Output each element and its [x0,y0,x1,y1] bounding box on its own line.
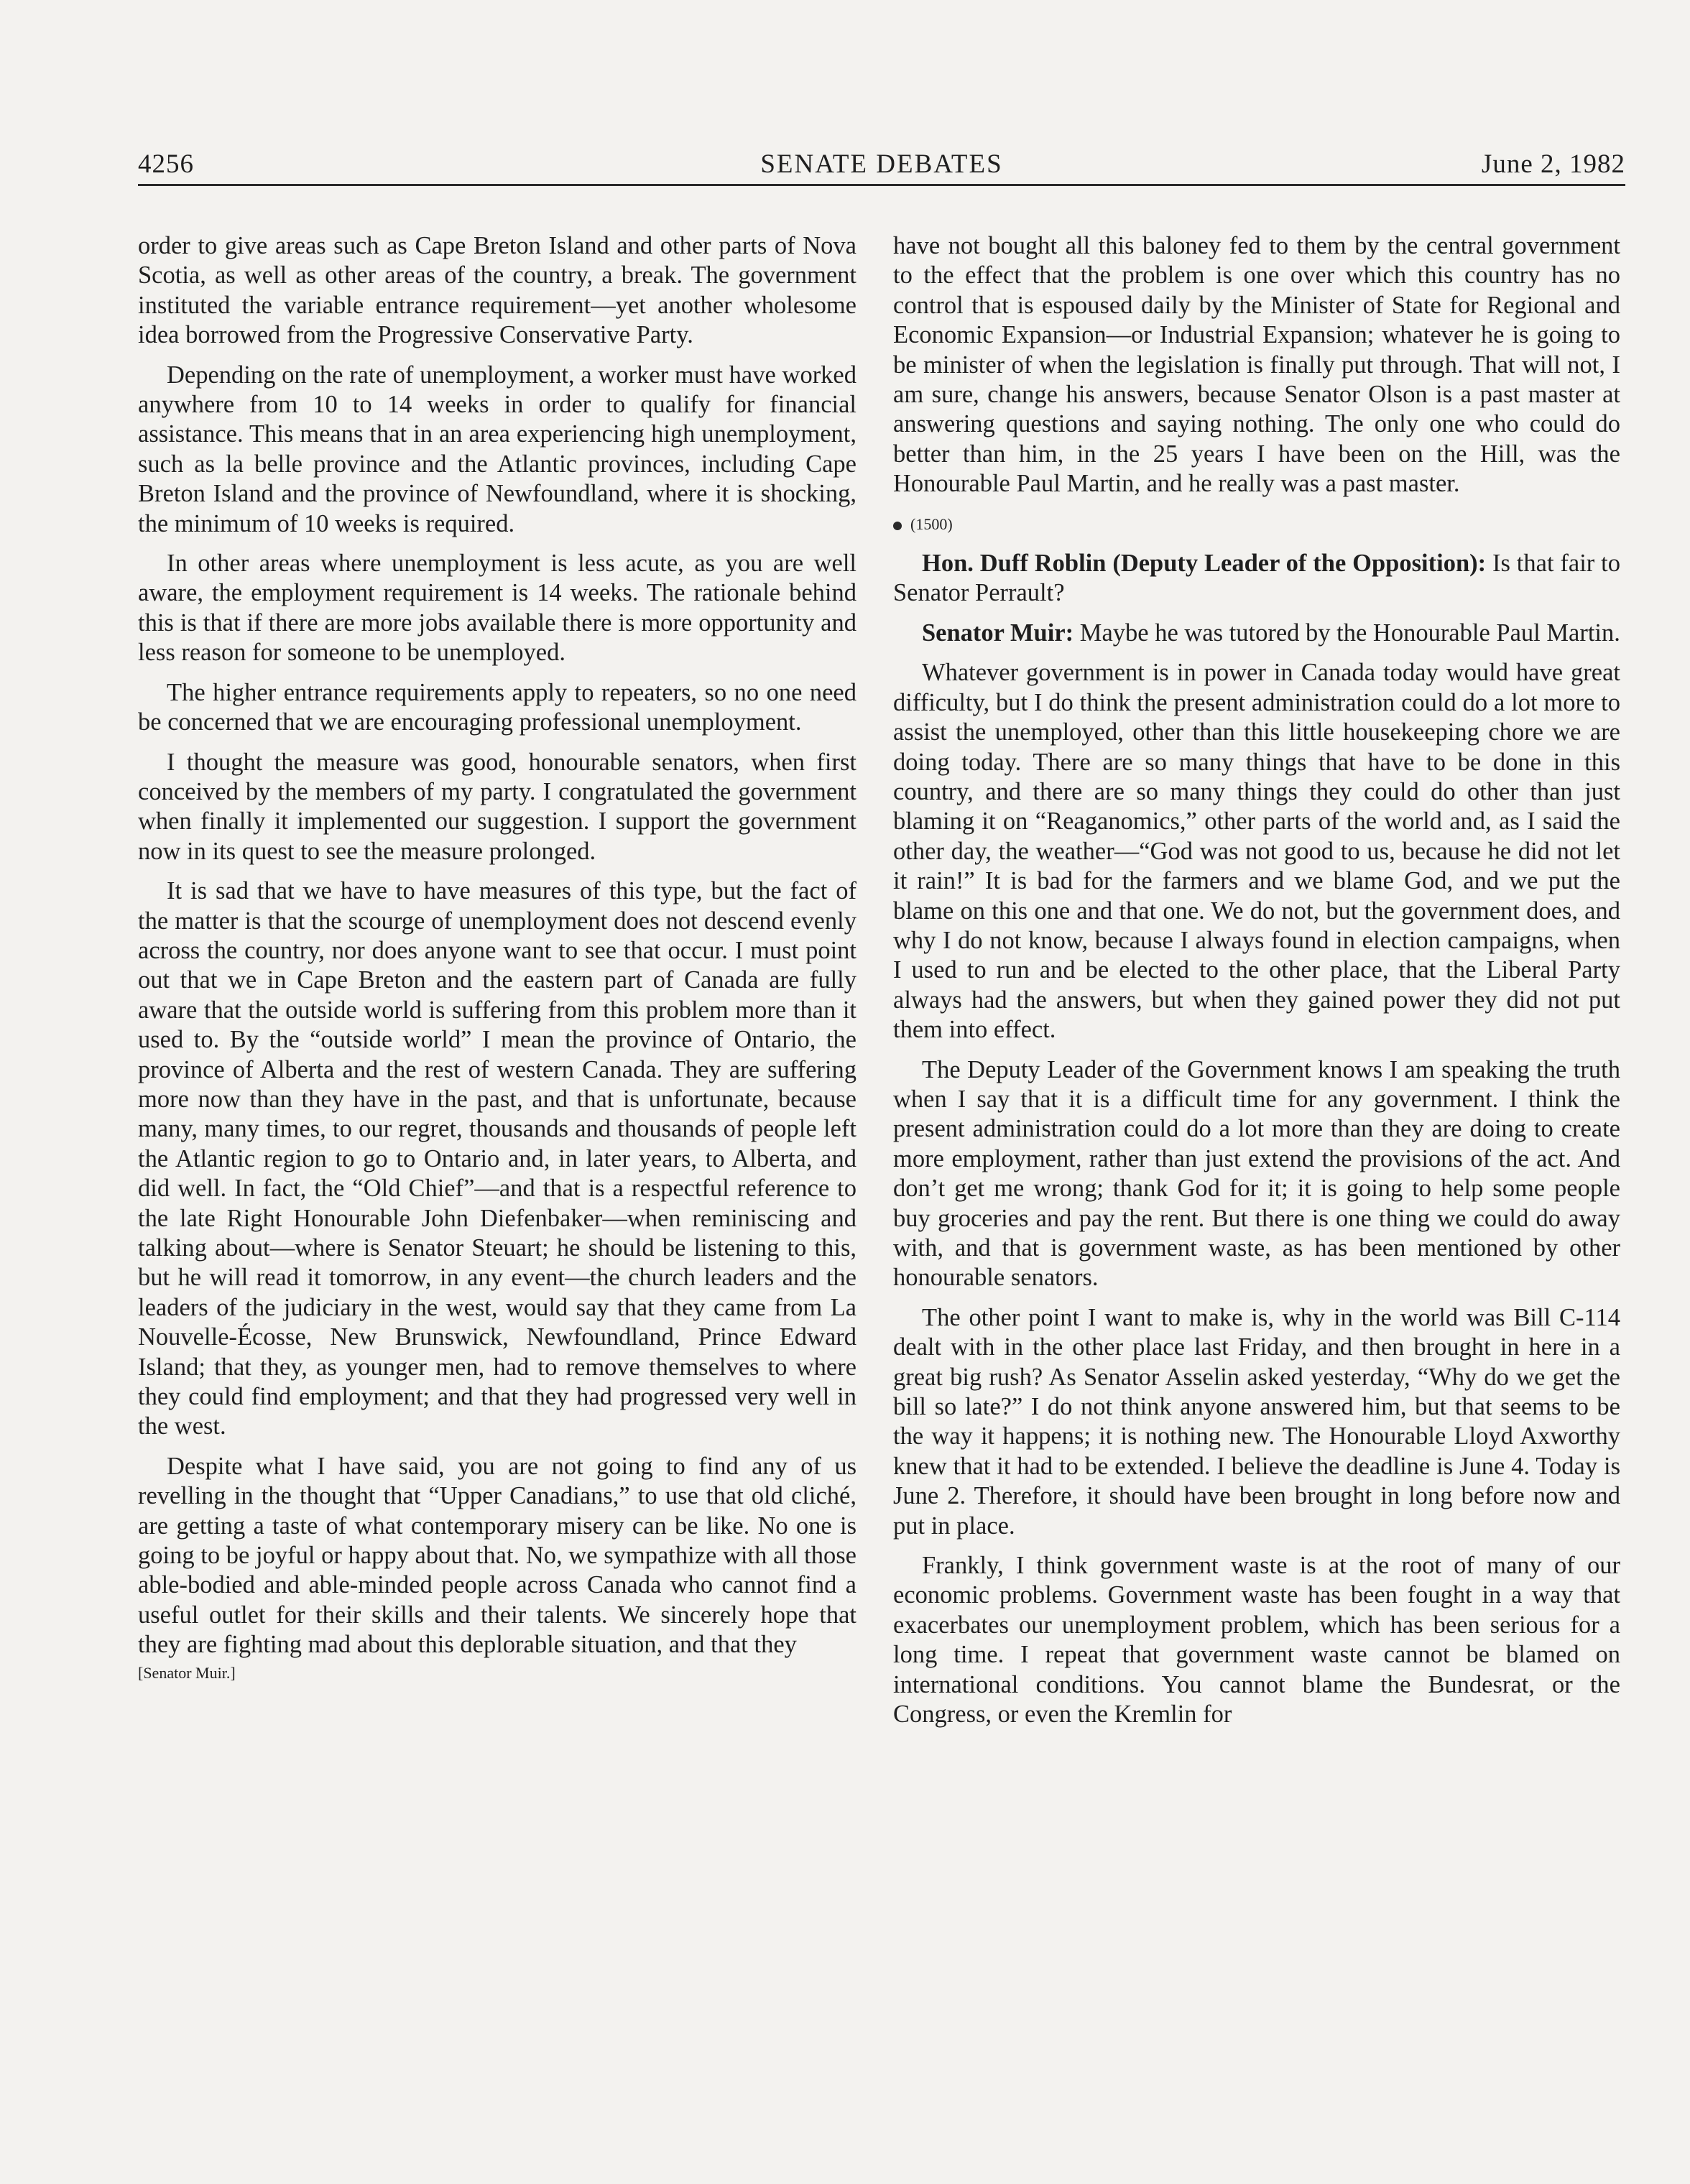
paragraph: Frankly, I think government waste is at the root of many of our economic problems. Government waste has been fought in a way that exacerbates our unemployment problem, which has been serious for a long time. I repeat that government waste cannot be blamed on international conditions. You cannot blame the Bundesrat, or the Congress, or even the Kremlin for [893,1552,1620,1729]
speaker-name: Senator Muir: [922,619,1074,647]
publication-title: SENATE DEBATES [760,149,1003,179]
paragraph: The other point I want to make is, why in the world was Bill C-114 dealt with in the other place last Friday, and then brought in here in a great big rush? As Senator Asselin asked yesterday, “Why do we get the bill so late?” I do not think anyone answered him, but that seems to be the way it happens; it is nothing new. The Honourable Lloyd Axworthy knew that it had to be extended. I believe the deadline is June 4. Today is June 2. Therefore, it should have been brought in long before now and put in place. [893,1303,1620,1540]
paragraph: I thought the measure was good, honourable senators, when first conceived by the members of my party. I congratulated the government when finally it implemented our suggestion. I support the government now in its quest to see the measure prolonged. [138,748,856,865]
speaker-footnote: [Senator Muir.] [138,1663,236,1682]
issue-date: June 2, 1982 [1481,149,1625,179]
paragraph: Depending on the rate of unemployment, a worker must have worked anywhere from 10 to 14 weeks in order to qualify for financial assistance. This means that in an area experiencing high unemployment, such as la belle province and the Atlantic provinces, including Cape Breton Island and the province of Newfoundland, where it is shocking, the minimum of 10 weeks is required. [138,361,856,537]
speech-text: Maybe he was tutored by the Honourable Paul Martin. [1073,619,1620,647]
paragraph: It is sad that we have to have measures of this type, but the fact of the matter is that the scourge of unemployment does not descend evenly across the country, nor does anyone want to see that occur. I must point out that we in Cape Breton and the eastern part of Canada are fully aware that the outside world is suffering from this problem more than it used to. By the “outside world” I mean the province of Ontario, the province of Alberta and the rest of western Canada. They are suffering more now than they have in the past, and that is unfortunate, because many, many times, to our regret, thousands and thousands of people left the Atlantic region to go to Ontario and, in later years, to Alberta, and did well. In fact, the “Old Chief”—and that is a respectful reference to the late Right Honourable John Diefenbaker—when reminiscing and talking about—where is Senator Steuart; he should be listening to this, but he will read it tomorrow, in any event—the church leaders and the leaders of the judiciary in the west, would say that they came from La Nouvelle-Écosse, New Brunswick, Newfoundland, Prince Edward Island; that they, as younger men, had to remove themselves to where they could find employment; and that they had progressed very well in the west. [138,877,856,1440]
paragraph: In other areas where unemployment is less acute, as you are well aware, the employment requirement is 14 weeks. The rationale behind this is that if there are more jobs available there is more opportunity and less reason for someone to be unemployed. [138,550,856,667]
speech-text: Is that fair to Senator Perrault? [893,550,1621,607]
paragraph: Despite what I have said, you are not going to find any of us revelling in the thought that “Upper Canadians,” to use that old cliché, are getting a taste of what contemporary misery can be like. No one is going to be joyful or happy about that. No, we sympathize with all those able-bodied and able-minded people across Canada who cannot find a useful outlet for their skills and their talents. We sincerely hope that they are fighting mad about this deplorable situation, and that they [138,1452,856,1659]
right-column [893,231,1620,1740]
page-number: 4256 [138,149,194,179]
speech-muir [893,619,1620,648]
page-header [138,144,1625,186]
time-marker [893,509,1620,539]
paragraph: order to give areas such as Cape Breton Island and other parts of Nova Scotia, as well as other areas of the country, a break. The government instituted the variable entrance requirement—yet another wholesome idea borrowed from the Progressive Conservative Party. [138,232,856,349]
time-marker-label: (1500) [910,514,953,533]
paragraph: The higher entrance requirements apply to repeaters, so no one need be concerned that we are encouraging professional unemployment. [138,678,856,736]
paragraph: The Deputy Leader of the Government knows I am speaking the truth when I say that it is a difficult time for any government. I think the present administration could do a lot more than they are doing to create more employment, rather than just extend the provisions of the act. And don’t get me wrong; thank God for it; it is going to help some people buy groceries and pay the rent. But there is one thing we could do away with, and that is government waste, as has been mentioned by other honourable senators. [893,1055,1620,1292]
paragraph: Whatever government is in power in Canada today would have great difficulty, but I do think the present administration could do a lot more to assist the unemployed, other than this little housekeeping chore we are doing today. There are so many things that have to be done in this country, and there are so many things they could do other than just blaming it on “Reaganomics,” other parts of the world and, as I said the other day, the weather—“God was not good to us, because he did not let it rain!” It is bad for the farmers and we blame God, and we put the blame on this one and that one. We do not, but the government does, and why I do not know, because I always found in election campaigns, when I used to run and be elected to the other place, that the Liberal Party always had the answers, but when they gained power they did not put them into effect. [893,659,1620,1044]
bullet-icon [893,522,902,530]
speech-roblin [893,549,1620,609]
speaker-name: Hon. Duff Roblin (Deputy Leader of the Opposition): [922,550,1487,578]
paragraph: have not bought all this baloney fed to them by the central government to the effect that the problem is one over which this country has no control that is espoused daily by the Minister of State for Regional and Economic Expansion—or Industrial Expansion; whatever he is going to be minister of when the legislation is finally put through. That will not, I am sure, change his answers, because Senator Olson is a past master at answering questions and saying nothing. The only one who could do better than him, in the 25 years I have been on the Hill, was the Honourable Paul Martin, and he really was a past master. [893,232,1620,498]
left-column [138,231,856,1693]
